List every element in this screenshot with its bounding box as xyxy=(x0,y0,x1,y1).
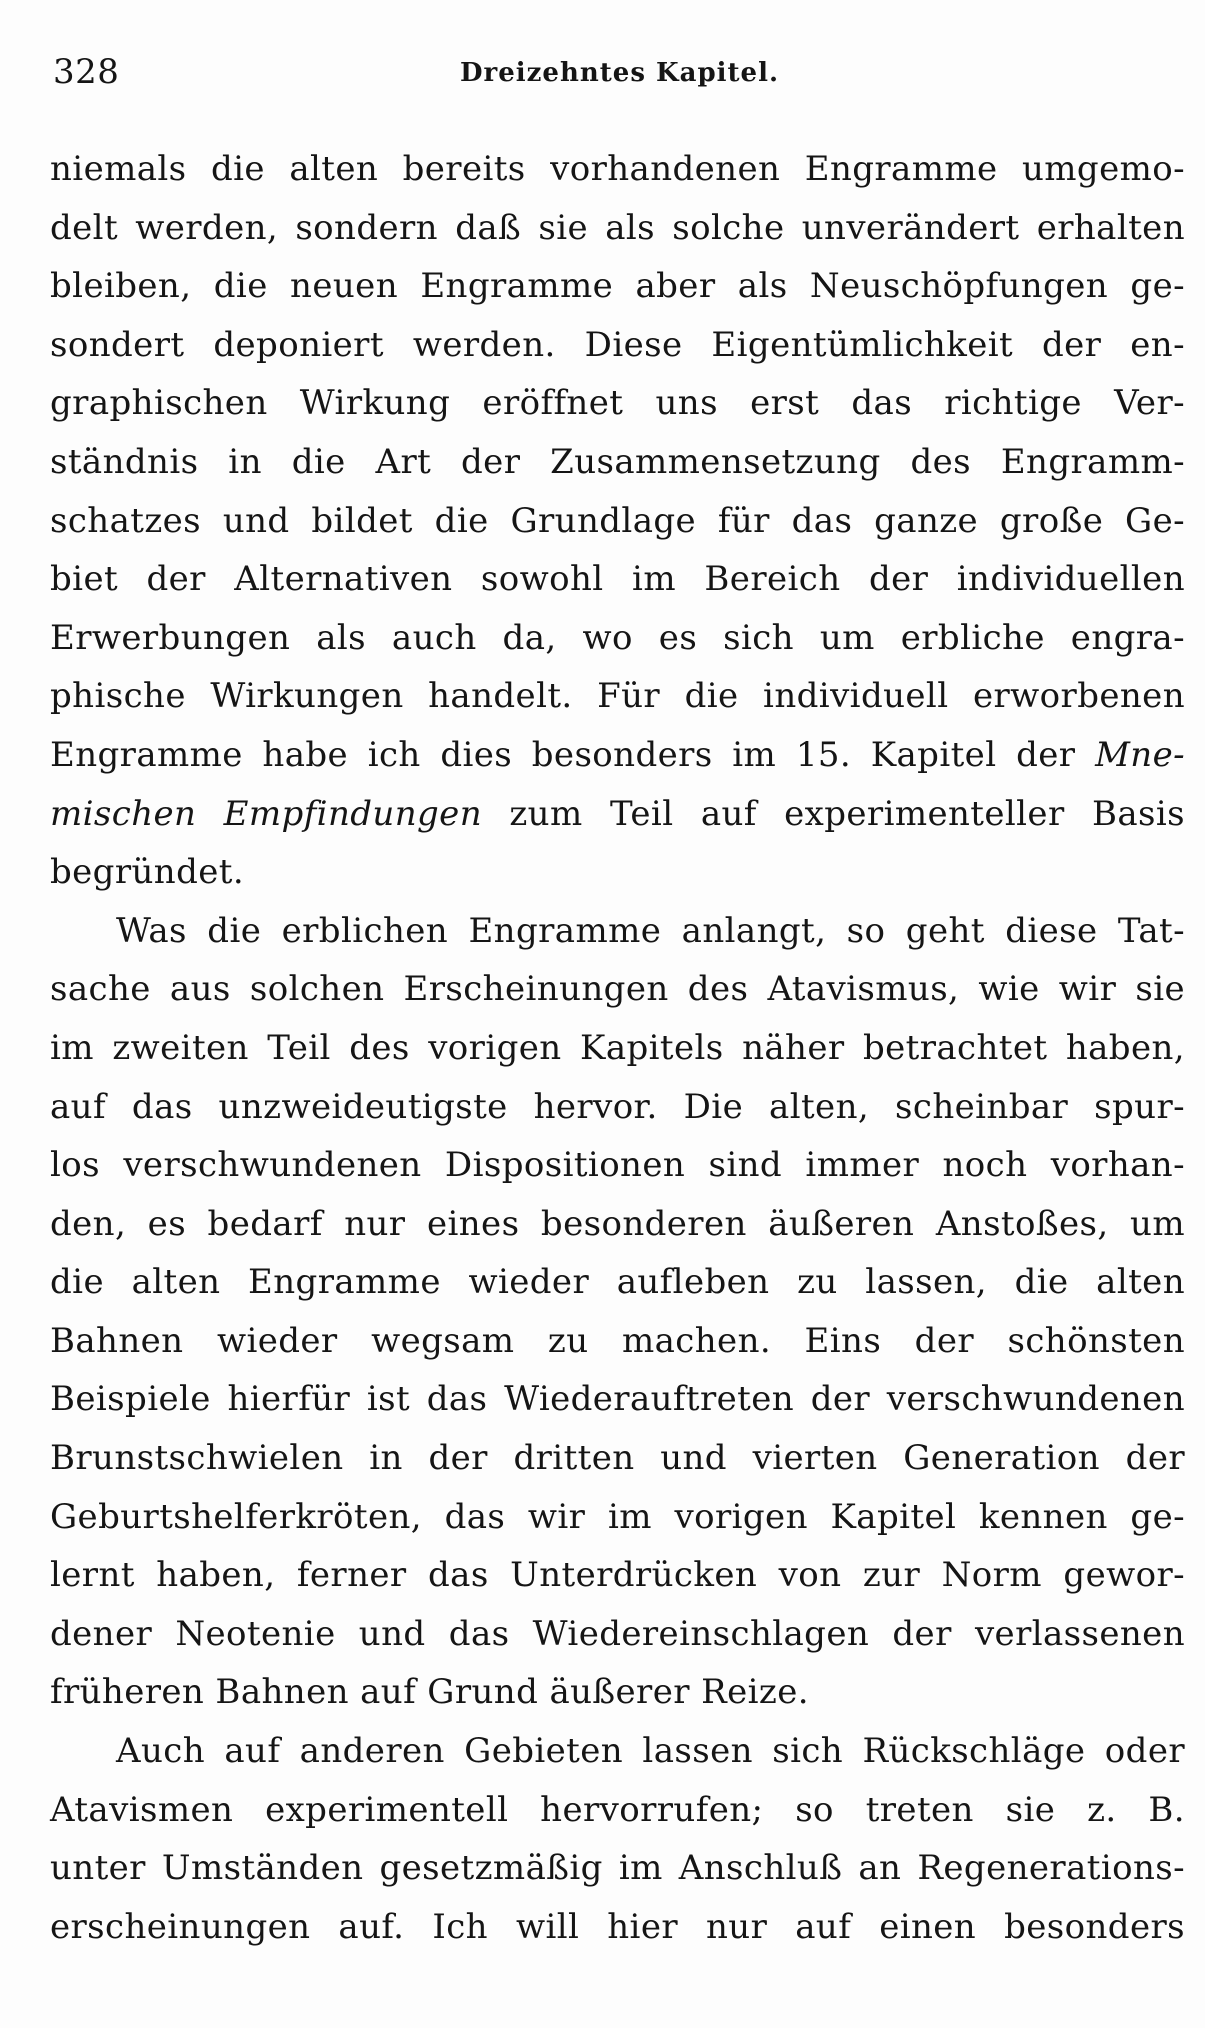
text-line: los verschwundenen Dispositionen sind immer noch vorhan- xyxy=(50,1145,1185,1186)
text-line: sache aus solchen Erscheinungen des Atavismus, wie wir sie xyxy=(50,969,1185,1010)
text-segment: zum Teil auf experimenteller Basis xyxy=(482,793,1185,834)
italic-book-title: mischen Empfindungen xyxy=(50,793,482,834)
text-line: den, es bedarf nur eines besonderen äußeren Anstoßes, um xyxy=(50,1203,1185,1244)
chapter-title: Dreizehntes Kapitel. xyxy=(460,58,779,88)
text-line xyxy=(50,785,1185,844)
text-line: im zweiten Teil des vorigen Kapitels näher betrachtet haben, xyxy=(50,1027,1185,1068)
text-line: auf das unzweideutigste hervor. Die alten, scheinbar spur- xyxy=(50,1086,1185,1127)
text-line: Atavismen experimentell hervorrufen; so treten sie z. B. xyxy=(50,1789,1185,1830)
paragraph-2 xyxy=(50,902,1185,1722)
text-line: erscheinungen auf. Ich will hier nur auf einen besonders xyxy=(50,1906,1185,1947)
text-line: Auch auf anderen Gebieten lassen sich Rückschläge oder xyxy=(116,1731,1185,1772)
italic-book-title: Mne- xyxy=(1095,734,1185,775)
paragraph-1 xyxy=(50,140,1185,902)
text-line: begründet. xyxy=(50,852,245,893)
running-head xyxy=(50,52,1185,102)
text-line: die alten Engramme wieder aufleben zu lassen, die alten xyxy=(50,1262,1185,1303)
text-line: biet der Alternativen sowohl im Bereich der individuellen xyxy=(50,559,1185,600)
text-line: ständnis in die Art der Zusammensetzung des Engramm- xyxy=(50,441,1185,482)
text-line: delt werden, sondern daß sie als solche unverändert erhalten xyxy=(50,207,1185,248)
text-line: Bahnen wieder wegsam zu machen. Eins der schönsten xyxy=(50,1320,1185,1361)
text-line: lernt haben, ferner das Unterdrücken von zur Norm gewor- xyxy=(50,1555,1185,1596)
text-line: früheren Bahnen auf Grund äußerer Reize. xyxy=(50,1672,809,1713)
text-line: Geburtshelferkröten, das wir im vorigen Kapitel kennen ge- xyxy=(50,1496,1185,1537)
text-line: Beispiele hierfür ist das Wiederauftreten der verschwundenen xyxy=(50,1379,1185,1420)
text-line xyxy=(50,726,1185,785)
paragraph-3 xyxy=(50,1722,1185,1956)
text-line: Erwerbungen als auch da, wo es sich um erbliche engra- xyxy=(50,617,1185,658)
text-segment: Engramme habe ich dies besonders im 15. Kapitel der xyxy=(50,734,1096,775)
page-number: 328 xyxy=(53,52,120,92)
text-line: graphischen Wirkung eröffnet uns erst das richtige Ver- xyxy=(50,383,1185,424)
text-line: sondert deponiert werden. Diese Eigentümlichkeit der en- xyxy=(50,324,1185,365)
text-line: niemals die alten bereits vorhandenen Engramme umgemo- xyxy=(50,149,1185,189)
text-line: phische Wirkungen handelt. Für die individuell erworbenen xyxy=(50,676,1185,717)
text-line: Was die erblichen Engramme anlangt, so geht diese Tat- xyxy=(116,910,1185,951)
text-line: dener Neotenie und das Wiedereinschlagen der verlassenen xyxy=(50,1613,1185,1654)
text-line: Brunstschwielen in der dritten und vierten Generation der xyxy=(50,1438,1185,1479)
text-line: schatzes und bildet die Grundlage für das ganze große Ge- xyxy=(50,500,1185,541)
text-line: bleiben, die neuen Engramme aber als Neuschöpfungen ge- xyxy=(50,266,1185,307)
body-text xyxy=(50,140,1185,1956)
text-line: unter Umständen gesetzmäßig im Anschluß an Regenerations- xyxy=(50,1848,1185,1889)
